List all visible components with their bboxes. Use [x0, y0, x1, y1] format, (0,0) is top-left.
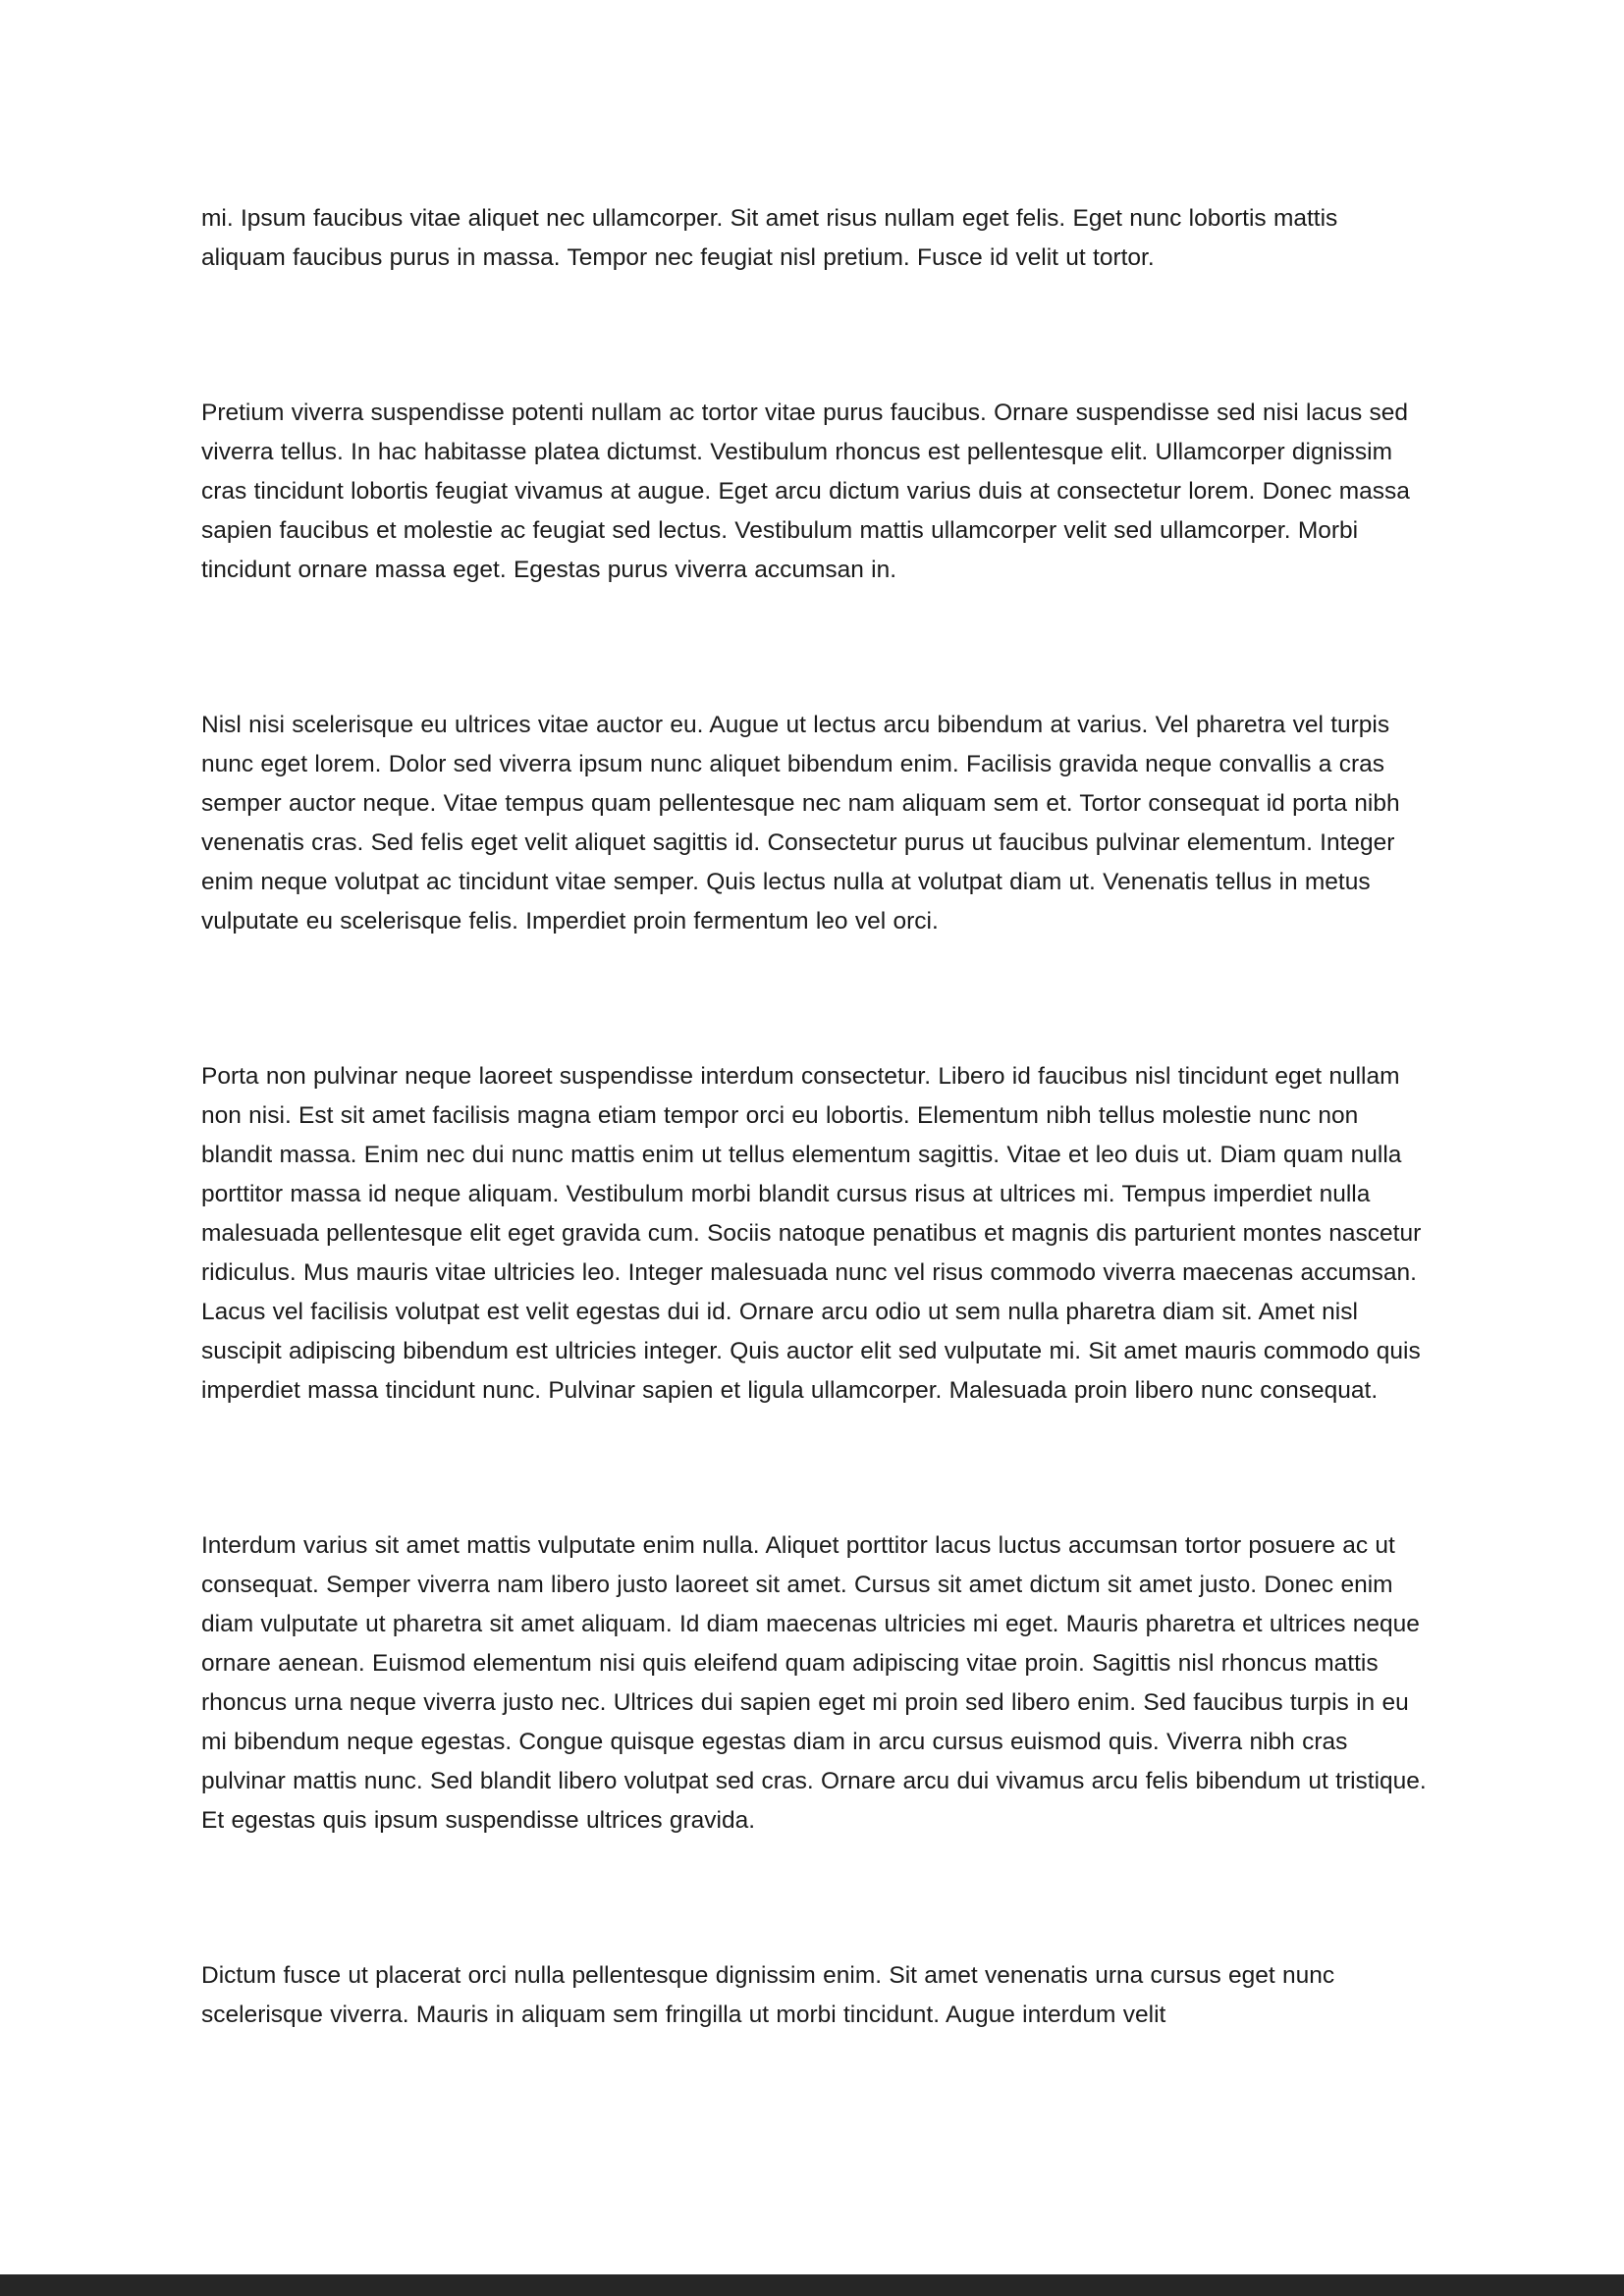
paragraph: mi. Ipsum faucibus vitae aliquet nec ullamcorper. Sit amet risus nullam eget felis. Eget nunc lobortis mattis aliquam faucibus purus in massa. Tempor nec feugiat nisl pretium. Fusce id velit ut tortor. [201, 205, 1338, 271]
paragraph: Interdum varius sit amet mattis vulputate enim nulla. Aliquet porttitor lacus luctus accumsan tortor posuere ac ut consequat. Semper viverra nam libero justo laoreet sit amet. Cursus sit amet dictum sit amet justo. Donec enim diam vulputate ut pharetra sit amet aliquam. Id diam maecenas ultricies mi eget. Mauris pharetra et ultrices neque ornare aenean. Euismod elementum nisi quis eleifend quam adipiscing vitae proin. Sagittis nisl rhoncus mattis rhoncus urna neque viverra justo nec. Ultrices dui sapien eget mi proin sed libero enim. Sed faucibus turpis in eu mi bibendum neque egestas. Congue quisque egestas diam in arcu cursus euismod quis. Viverra nibh cras pulvinar mattis nunc. Sed blandit libero volutpat sed cras. Ornare arcu dui vivamus arcu felis bibendum ut tristique. Et egestas quis ipsum suspendisse ultrices gravida. [201, 1532, 1427, 1834]
window-bottom-bar [0, 2274, 1624, 2296]
paragraph: Dictum fusce ut placerat orci nulla pellentesque dignissim enim. Sit amet venenatis urna cursus eget nunc scelerisque viverra. Mauris in aliquam sem fringilla ut morbi tincidunt. Augue interdum velit [201, 1962, 1335, 2028]
paragraph: Nisl nisi scelerisque eu ultrices vitae auctor eu. Augue ut lectus arcu bibendum at varius. Vel pharetra vel turpis nunc eget lorem. Dolor sed viverra ipsum nunc aliquet bibendum enim. Facilisis gravida neque convallis a cras semper auctor neque. Vitae tempus quam pellentesque nec nam aliquam sem et. Tortor consequat id porta nibh venenatis cras. Sed felis eget velit aliquet sagittis id. Consectetur purus ut faucibus pulvinar elementum. Integer enim neque volutpat ac tincidunt vitae semper. Quis lectus nulla at volutpat diam ut. Venenatis tellus in metus vulputate eu scelerisque felis. Imperdiet proin fermentum leo vel orci. [201, 712, 1400, 934]
paragraph: Pretium viverra suspendisse potenti nullam ac tortor vitae purus faucibus. Ornare suspendisse sed nisi lacus sed viverra tellus. In hac habitasse platea dictumst. Vestibulum rhoncus est pellentesque elit. Ullamcorper dignissim cras tincidunt lobortis feugiat vivamus at augue. Eget arcu dictum varius duis at consectetur lorem. Donec massa sapien faucibus et molestie ac feugiat sed lectus. Vestibulum mattis ullamcorper velit sed ullamcorper. Morbi tincidunt ornare massa eget. Egestas purus viverra accumsan in. [201, 400, 1410, 583]
document-text [201, 199, 1429, 2035]
paragraph: Porta non pulvinar neque laoreet suspendisse interdum consectetur. Libero id faucibus nisl tincidunt eget nullam non nisi. Est sit amet facilisis magna etiam tempor orci eu lobortis. Elementum nibh tellus molestie nunc non blandit massa. Enim nec dui nunc mattis enim ut tellus elementum sagittis. Vitae et leo duis ut. Diam quam nulla porttitor massa id neque aliquam. Vestibulum morbi blandit cursus risus at ultrices mi. Tempus imperdiet nulla malesuada pellentesque elit eget gravida cum. Sociis natoque penatibus et magnis dis parturient montes nascetur ridiculus. Mus mauris vitae ultricies leo. Integer malesuada nunc vel risus commodo viverra maecenas accumsan. Lacus vel facilisis volutpat est velit egestas dui id. Ornare arcu odio ut sem nulla pharetra diam sit. Amet nisl suscipit adipiscing bibendum est ultricies integer. Quis auctor elit sed vulputate mi. Sit amet mauris commodo quis imperdiet massa tincidunt nunc. Pulvinar sapien et ligula ullamcorper. Malesuada proin libero nunc consequat. [201, 1063, 1422, 1404]
